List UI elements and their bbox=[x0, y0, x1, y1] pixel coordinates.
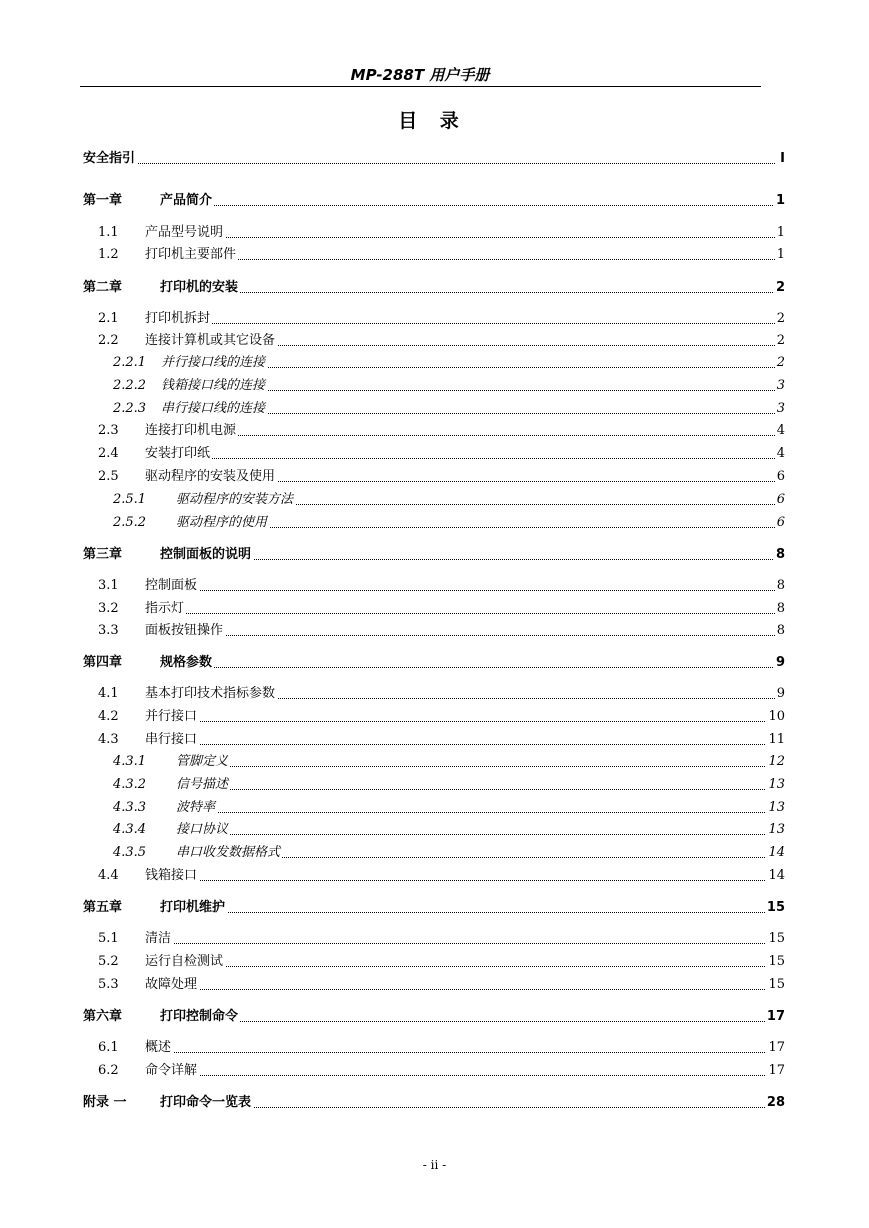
toc-entry-title: 驱动程序的安装方法 bbox=[176, 492, 294, 507]
toc-entry-page: 11 bbox=[768, 732, 785, 747]
toc-entry-title: 钱箱接口 bbox=[145, 868, 198, 883]
toc-dot-leader bbox=[145, 259, 775, 260]
toc-entry-page: 14 bbox=[768, 868, 785, 883]
toc-dot-leader bbox=[83, 163, 775, 164]
toc-entry-number: 4.3.5 bbox=[113, 845, 147, 860]
toc-entry-title: 产品简介 bbox=[160, 193, 213, 208]
toc-entry-number: 2.3 bbox=[98, 423, 119, 438]
toc-entry-page: 1 bbox=[776, 247, 785, 262]
toc-dot-leader bbox=[145, 880, 775, 881]
toc-entry[interactable] bbox=[0, 224, 869, 242]
toc-entry-title: 驱动程序的安装及使用 bbox=[145, 469, 276, 484]
toc-entry-title: 接口协议 bbox=[176, 822, 229, 837]
toc-entry-title: 连接计算机或其它设备 bbox=[145, 333, 276, 348]
toc-entry[interactable] bbox=[0, 708, 869, 726]
toc-entry-title: 打印机维护 bbox=[160, 900, 226, 915]
toc-entry-title: 面板按钮操作 bbox=[145, 623, 224, 638]
toc-dot-leader bbox=[176, 766, 775, 767]
toc-entry[interactable] bbox=[0, 600, 869, 618]
toc-entry[interactable] bbox=[0, 622, 869, 640]
toc-entry-number: 1.2 bbox=[98, 247, 119, 262]
running-header: MP-288T 用户手册 bbox=[350, 66, 490, 84]
toc-dot-leader bbox=[145, 590, 775, 591]
toc-entry-number: 2.2.2 bbox=[113, 378, 147, 393]
toc-entry-title: 运行自检测试 bbox=[145, 954, 224, 969]
toc-entry[interactable] bbox=[0, 899, 869, 917]
toc-entry[interactable] bbox=[0, 867, 869, 885]
toc-entry-title: 管脚定义 bbox=[176, 754, 229, 769]
toc-entry-page: 2 bbox=[776, 355, 785, 370]
toc-entry-number: 第五章 bbox=[83, 900, 123, 915]
toc-entry-page: 8 bbox=[776, 578, 785, 593]
toc-entry-title: 串行接口线的连接 bbox=[161, 401, 266, 416]
toc-entry[interactable] bbox=[0, 546, 869, 564]
toc-dot-leader bbox=[145, 966, 775, 967]
toc-entry-page: 6 bbox=[776, 515, 785, 530]
toc-dot-leader bbox=[176, 812, 775, 813]
toc-entry-number: 附录 一 bbox=[83, 1095, 127, 1110]
toc-dot-leader bbox=[145, 613, 775, 614]
toc-dot-leader bbox=[145, 744, 775, 745]
toc-entry-page: 17 bbox=[768, 1063, 785, 1078]
toc-entry-number: 4.4 bbox=[98, 868, 119, 883]
toc-dot-leader bbox=[160, 667, 775, 668]
toc-entry-number: 第一章 bbox=[83, 193, 123, 208]
toc-entry-page: 15 bbox=[768, 954, 785, 969]
toc-entry-number: 2.2.3 bbox=[113, 401, 147, 416]
toc-entry-page: 8 bbox=[776, 601, 785, 616]
toc-entry-number: 5.1 bbox=[98, 931, 119, 946]
toc-entry-title: 清洁 bbox=[145, 931, 172, 946]
toc-entry[interactable] bbox=[0, 332, 869, 350]
toc-entry-number: 3.3 bbox=[98, 623, 119, 638]
toc-dot-leader bbox=[160, 205, 775, 206]
toc-entry-title: 打印控制命令 bbox=[160, 1009, 239, 1024]
toc-entry[interactable] bbox=[0, 654, 869, 672]
toc-entry-page: 13 bbox=[768, 777, 785, 792]
toc-entry-number: 4.3.1 bbox=[113, 754, 147, 769]
toc-entry[interactable] bbox=[0, 753, 869, 771]
toc-entry-page: 9 bbox=[776, 686, 785, 701]
toc-entry-page: 8 bbox=[776, 623, 785, 638]
toc-entry-title: 并行接口线的连接 bbox=[161, 355, 266, 370]
toc-entry-number: 3.1 bbox=[98, 578, 119, 593]
toc-entry[interactable] bbox=[0, 1039, 869, 1057]
toc-entry[interactable] bbox=[0, 821, 869, 839]
toc-entry-number: 4.2 bbox=[98, 709, 119, 724]
toc-dot-leader bbox=[145, 323, 775, 324]
toc-dot-leader bbox=[145, 943, 775, 944]
toc-entry[interactable] bbox=[0, 310, 869, 328]
toc-entry-title: 安装打印纸 bbox=[145, 446, 211, 461]
toc-entry-title: 打印机拆封 bbox=[145, 311, 211, 326]
toc-entry-page: 6 bbox=[776, 469, 785, 484]
toc-dot-leader bbox=[145, 1052, 775, 1053]
toc-entry[interactable] bbox=[0, 491, 869, 509]
toc-entry-page: 15 bbox=[768, 977, 785, 992]
toc-entry-number: 第二章 bbox=[83, 280, 123, 295]
toc-entry-number: 4.3.3 bbox=[113, 800, 147, 815]
toc-entry-number: 2.5 bbox=[98, 469, 119, 484]
toc-entry-title: 基本打印技术指标参数 bbox=[145, 686, 276, 701]
toc-entry[interactable] bbox=[0, 246, 869, 264]
toc-entry-page: 17 bbox=[768, 1040, 785, 1055]
toc-entry-title: 指示灯 bbox=[145, 601, 185, 616]
toc-entry-page: 17 bbox=[766, 1009, 785, 1024]
toc-entry-title: 控制面板 bbox=[145, 578, 198, 593]
toc-entry[interactable] bbox=[0, 445, 869, 463]
toc-entry-page: 6 bbox=[776, 492, 785, 507]
toc-entry-page: 15 bbox=[768, 931, 785, 946]
toc-entry[interactable] bbox=[0, 776, 869, 794]
toc-entry[interactable] bbox=[0, 976, 869, 994]
toc-dot-leader bbox=[160, 1021, 775, 1022]
toc-entry-page: I bbox=[780, 151, 785, 166]
toc-entry-page: 12 bbox=[768, 754, 785, 769]
page-number: - ii - bbox=[422, 1158, 447, 1172]
toc-entry[interactable] bbox=[0, 400, 869, 418]
toc-entry[interactable] bbox=[0, 377, 869, 395]
toc-entry-number: 4.1 bbox=[98, 686, 119, 701]
toc-entry-number: 第四章 bbox=[83, 655, 123, 670]
toc-entry-page: 1 bbox=[775, 193, 785, 208]
toc-entry[interactable] bbox=[0, 685, 869, 703]
toc-entry[interactable] bbox=[0, 468, 869, 486]
toc-dot-leader bbox=[145, 989, 775, 990]
toc-entry-page: 8 bbox=[775, 547, 785, 562]
toc-entry-number: 5.2 bbox=[98, 954, 119, 969]
toc-entry-page: 10 bbox=[768, 709, 785, 724]
toc-entry[interactable] bbox=[0, 279, 869, 297]
toc-entry[interactable] bbox=[0, 422, 869, 440]
toc-entry-number: 第六章 bbox=[83, 1009, 123, 1024]
toc-entry-title: 波特率 bbox=[176, 800, 216, 815]
toc-title: 目 录 bbox=[398, 110, 467, 132]
toc-entry[interactable] bbox=[0, 799, 869, 817]
toc-dot-leader bbox=[160, 292, 775, 293]
toc-entry[interactable] bbox=[0, 150, 869, 168]
toc-entry-title: 产品型号说明 bbox=[145, 225, 224, 240]
toc-entry-number: 1.1 bbox=[98, 225, 119, 240]
toc-entry-title: 驱动程序的使用 bbox=[176, 515, 268, 530]
toc-entry-number: 2.5.1 bbox=[113, 492, 147, 507]
toc-dot-leader bbox=[145, 458, 775, 459]
toc-dot-leader bbox=[176, 789, 775, 790]
toc-entry-page: 13 bbox=[768, 800, 785, 815]
toc-entry-page: 28 bbox=[766, 1095, 785, 1110]
toc-entry-page: 13 bbox=[768, 822, 785, 837]
toc-entry-number: 2.4 bbox=[98, 446, 119, 461]
toc-entry-number: 3.2 bbox=[98, 601, 119, 616]
toc-entry[interactable] bbox=[0, 577, 869, 595]
toc-entry[interactable] bbox=[0, 1094, 869, 1112]
toc-entry-page: 2 bbox=[776, 311, 785, 326]
toc-entry-number: 2.1 bbox=[98, 311, 119, 326]
toc-entry[interactable] bbox=[0, 930, 869, 948]
toc-entry-title: 打印命令一览表 bbox=[160, 1095, 252, 1110]
toc-entry-number: 2.2.1 bbox=[113, 355, 147, 370]
toc-entry-title: 安全指引 bbox=[83, 151, 136, 166]
toc-entry-page: 3 bbox=[776, 378, 785, 393]
toc-dot-leader bbox=[145, 1075, 775, 1076]
toc-entry-page: 1 bbox=[776, 225, 785, 240]
toc-entry-title: 控制面板的说明 bbox=[160, 547, 252, 562]
toc-entry-title: 信号描述 bbox=[176, 777, 229, 792]
toc-entry-page: 3 bbox=[776, 401, 785, 416]
toc-entry-title: 连接打印机电源 bbox=[145, 423, 237, 438]
toc-dot-leader bbox=[145, 721, 775, 722]
toc-entry-number: 6.1 bbox=[98, 1040, 119, 1055]
toc-entry[interactable] bbox=[0, 192, 869, 210]
toc-entry-title: 钱箱接口线的连接 bbox=[161, 378, 266, 393]
toc-entry[interactable] bbox=[0, 731, 869, 749]
toc-entry-page: 2 bbox=[776, 333, 785, 348]
toc-dot-leader bbox=[145, 635, 775, 636]
toc-entry[interactable] bbox=[0, 1008, 869, 1026]
toc-entry-page: 14 bbox=[768, 845, 785, 860]
toc-entry-number: 2.2 bbox=[98, 333, 119, 348]
toc-entry-page: 4 bbox=[776, 446, 785, 461]
toc-entry-title: 打印机的安装 bbox=[160, 280, 239, 295]
header-rule bbox=[80, 86, 761, 87]
toc-entry[interactable] bbox=[0, 844, 869, 862]
toc-entry-number: 5.3 bbox=[98, 977, 119, 992]
toc-dot-leader bbox=[145, 237, 775, 238]
toc-entry-number: 4.3.4 bbox=[113, 822, 147, 837]
toc-entry-page: 4 bbox=[776, 423, 785, 438]
toc-entry-title: 概述 bbox=[145, 1040, 172, 1055]
toc-entry-page: 9 bbox=[775, 655, 785, 670]
toc-dot-leader bbox=[176, 834, 775, 835]
toc-entry-number: 6.2 bbox=[98, 1063, 119, 1078]
toc-entry[interactable] bbox=[0, 514, 869, 532]
toc-entry[interactable] bbox=[0, 953, 869, 971]
toc-entry-title: 规格参数 bbox=[160, 655, 213, 670]
toc-entry-number: 第三章 bbox=[83, 547, 123, 562]
toc-dot-leader bbox=[145, 435, 775, 436]
toc-entry-number: 4.3.2 bbox=[113, 777, 147, 792]
toc-entry-title: 打印机主要部件 bbox=[145, 247, 237, 262]
toc-entry[interactable] bbox=[0, 1062, 869, 1080]
toc-entry-page: 2 bbox=[775, 280, 785, 295]
toc-entry-title: 命令详解 bbox=[145, 1063, 198, 1078]
toc-entry-title: 串口收发数据格式 bbox=[176, 845, 281, 860]
toc-entry-title: 串行接口 bbox=[145, 732, 198, 747]
toc-entry-number: 4.3 bbox=[98, 732, 119, 747]
toc-entry-title: 故障处理 bbox=[145, 977, 198, 992]
toc-entry-number: 2.5.2 bbox=[113, 515, 147, 530]
toc-entry[interactable] bbox=[0, 354, 869, 372]
toc-entry-title: 并行接口 bbox=[145, 709, 198, 724]
toc-dot-leader bbox=[160, 912, 775, 913]
toc-entry-page: 15 bbox=[766, 900, 785, 915]
